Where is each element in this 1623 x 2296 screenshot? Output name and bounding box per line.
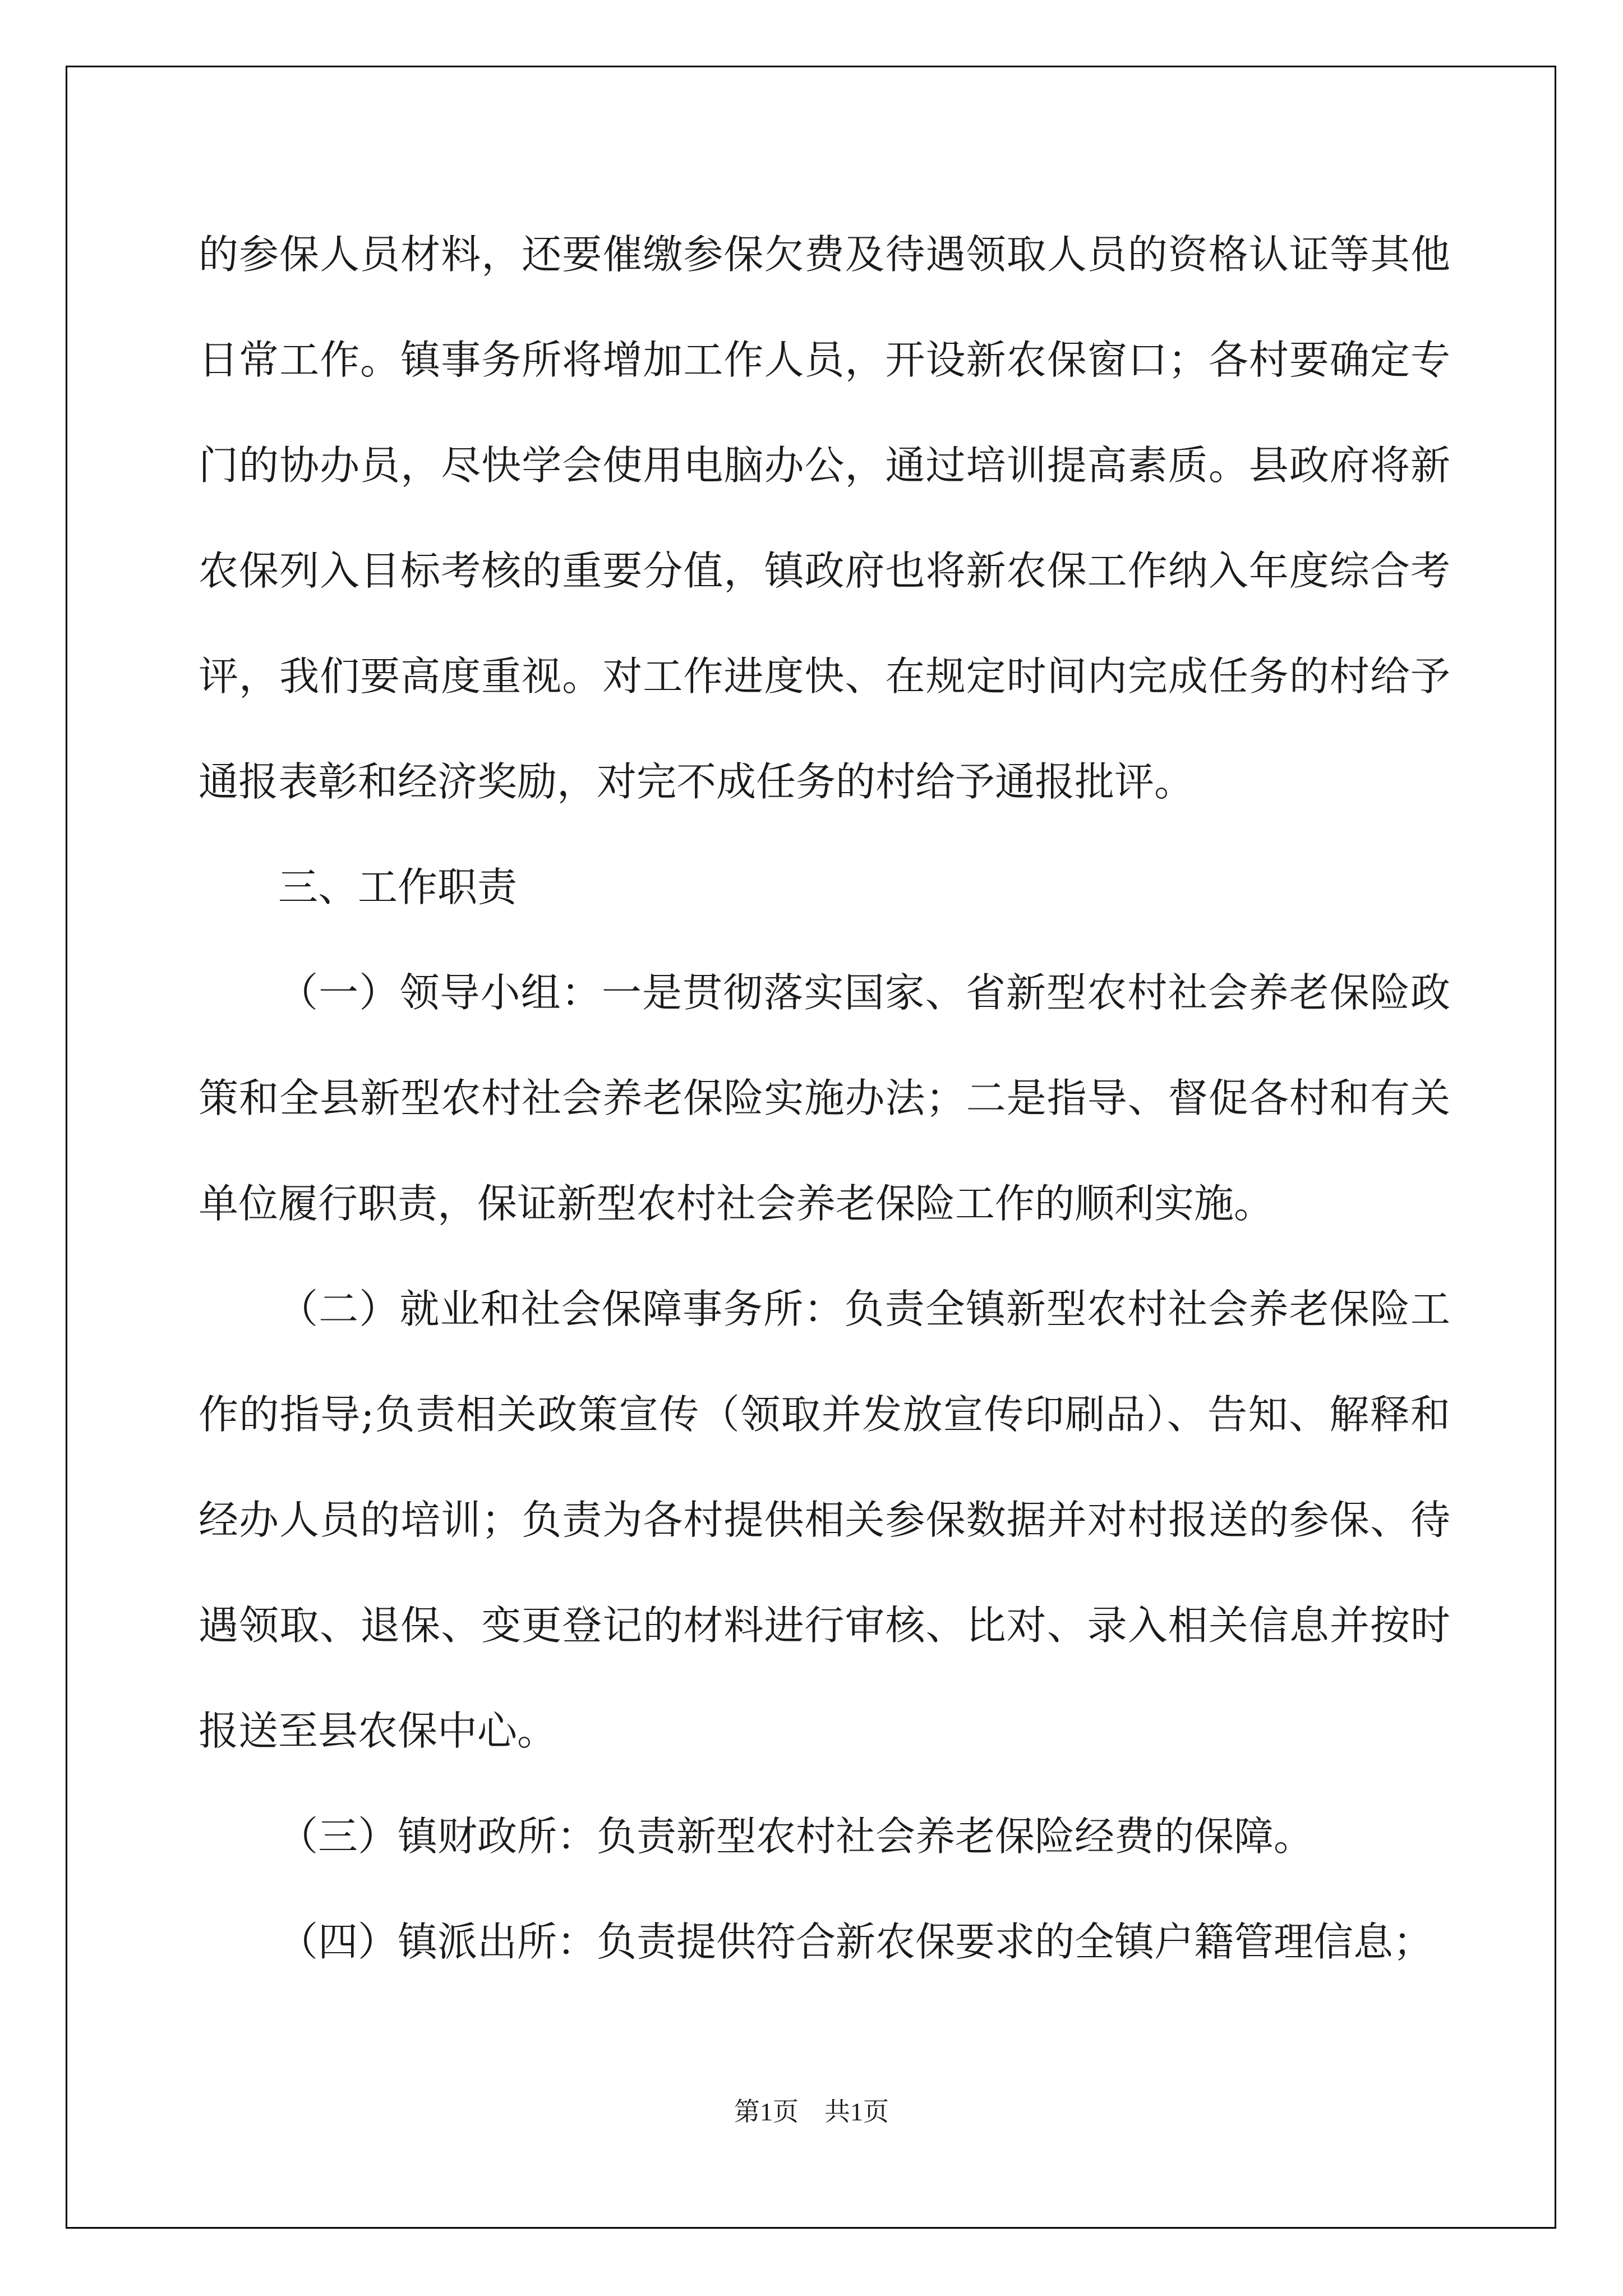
paragraph-police-station: （四）镇派出所：负责提供符合新农保要求的全镇户籍管理信息； [278,1918,1433,1965]
paragraph-finance-office: （三）镇财政所：负责新型农村社会养老保险经费的保障。 [278,1813,1314,1860]
section-heading-duties: 三、工作职责 [278,864,518,910]
page-number: 第1页 共1页 [734,2097,889,2126]
paragraph-leading-group: （一）领导小组：一是贯彻落实国家、省新型农村社会养老保险政策和全县新型农村社会养老保险实施办法；二是指导、督促各村和有关单位履行职责，保证新型农村社会养老保险工作的顺利实施。 [199,969,1450,1227]
document-body [199,202,1450,1995]
paragraph-social-security-office: （二）就业和社会保障事务所：负责全镇新型农村社会养老保险工作的指导;负责相关政策宣传（领取并发放宣传印刷品）、告知、解释和经办人员的培训；负责为各村提供相关参保数据并对村报送的参保、待遇领取、退保、变更登记的材料进行审核、比对、录入相关信息并按时报送至县农保中心。 [199,1286,1450,1754]
paragraph-continuation: 的参保人员材料，还要催缴参保欠费及待遇领取人员的资格认证等其他日常工作。镇事务所将增加工作人员，开设新农保窗口；各村要确定专门的协办员，尽快学会使用电脑办公，通过培训提高素质。县政府将新农保列入目标考核的重要分值，镇政府也将新农保工作纳入年度综合考评，我们要高度重视。对工作进度快、在规定时间内完成任务的村给予通报表彰和经济奖励，对完不成任务的村给予通报批评。 [199,231,1450,805]
